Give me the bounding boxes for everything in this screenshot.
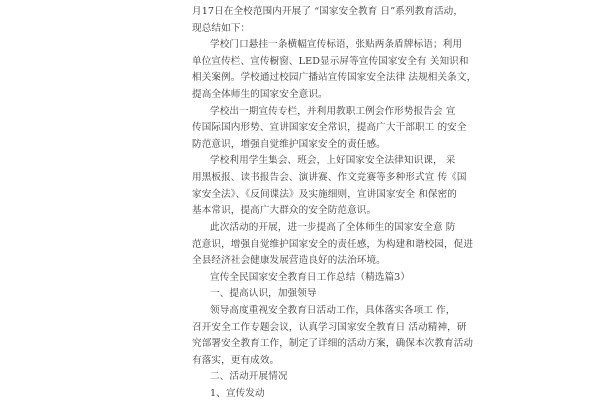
text-line: 学校利用学生集会、班会，上好国家安全法律知识课， 采 [210, 155, 456, 166]
text-line: 有落实，更有成效。 [192, 355, 280, 366]
text-line: 领导高度重视安全教育日活动工作，具体落实各项工 作， [210, 305, 456, 316]
text-line: 召开安全工作专题会议，认真学习国家安全教育日 活动精神，研 [192, 322, 467, 333]
text-line: 家安全法》、《反间谍法》及实施细则，宣讲国家安全 和保密的 [192, 189, 457, 200]
text-line: 学校出一期宣传专栏，并利用教职工例会作形势报告会 宣 [210, 106, 456, 117]
text-line: 范意识，增强自觉维护国家安全的责任感，为构建和谐校园，促进 [192, 239, 474, 250]
text-line: 提高全体师生的国家安全意识。 [192, 89, 328, 100]
text-line: 此次活动的开展，进一步提高了全体师生的国家安全意 防 [210, 222, 456, 233]
section-title: 宣传全民国家安全教育日工作总结（精选篇3） [210, 272, 411, 283]
text-line: 学校门口悬挂一条横幅宣传标语，张贴两条盾牌标语；利用 [210, 39, 463, 50]
text-line: 现总结如下： [192, 23, 251, 34]
subsection-heading: 1、宣传发动 [210, 388, 265, 399]
text-line: 用黑板报、读书报告会、演讲赛、作文竞赛等多种形式宣 传《国 [192, 172, 467, 183]
text-line: 基本常识，提高广大群众的安全防范意识。 [192, 205, 377, 216]
text-line: 全县经济社会健康发展营造良好的法治环境。 [192, 255, 386, 266]
text-line: 究部署安全教育工作，制定了详细的活动方案，确保本次教育活动 [192, 338, 474, 349]
text-line: 月17日在全校范围内开展了 “国家安全教育 日”系列教育活动， [192, 6, 464, 17]
text-line: 传国际国内形势、宣讲国家安全常识，提高广大干部职工 的安全 [192, 122, 467, 133]
text-line: 防范意识，增强自觉维护国家安全的责任感。 [192, 139, 386, 150]
text-line: 相关案例。学校通过校园广播站宣传国家安全法律 法规相关条文， [192, 72, 477, 83]
text-line: 单位宣传栏、宣传橱窗、LED显示屏等宣传国家安全有 关知识和 [192, 56, 469, 67]
section-heading: 一、提高认识，加强领导 [210, 288, 317, 299]
section-heading: 二、活动开展情况 [210, 371, 288, 382]
